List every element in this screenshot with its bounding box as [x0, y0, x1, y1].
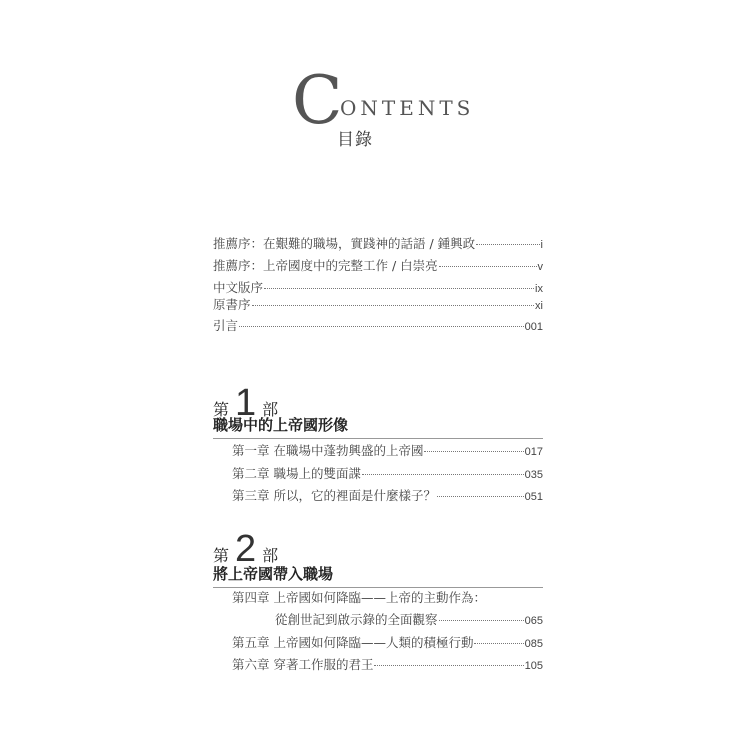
part-title: 將上帝國帶入職場 — [213, 563, 543, 588]
dot-leader — [239, 326, 524, 327]
chapter-entry[interactable] — [232, 464, 543, 482]
contents-subtitle: 目錄 — [337, 130, 373, 150]
chapter-title: 第六章 穿著工作服的君王 — [232, 657, 374, 672]
chapter-title-continuation: 從創世記到啟示錄的全面觀察 — [275, 612, 438, 627]
part-number: 2 — [235, 528, 257, 570]
toc-entry-page: 001 — [524, 321, 543, 333]
dot-leader — [437, 496, 524, 497]
contents-heading — [292, 62, 475, 139]
contents-initial: C — [292, 62, 343, 139]
toc-entry-page: xi — [535, 300, 543, 312]
toc-entry-title: 原書序 — [213, 297, 251, 312]
chapter-entry-continuation[interactable] — [275, 610, 543, 628]
chapter-page: 051 — [524, 491, 543, 503]
part-prefix: 第 — [213, 400, 230, 419]
chapter-entry[interactable] — [232, 633, 543, 651]
dot-leader — [474, 643, 523, 644]
toc-entry-title: 推薦序：上帝國度中的完整工作 / 白崇亮 — [213, 258, 438, 273]
part-suffix: 部 — [262, 400, 279, 419]
chapter-title: 第五章 上帝國如何降臨——人類的積極行動 — [232, 635, 474, 650]
chapter-title: 第一章 在職場中蓬勃興盛的上帝國 — [232, 443, 424, 458]
chapter-page: 085 — [524, 638, 543, 650]
chapter-page: 017 — [524, 446, 543, 458]
chapter-entry[interactable] — [232, 441, 543, 459]
toc-entry-title: 推薦序：在艱難的職場，實踐神的話語 / 鍾興政 — [213, 236, 476, 251]
dot-leader — [439, 266, 537, 267]
contents-heading-rest: ONTENTS — [340, 96, 475, 120]
part-suffix: 部 — [262, 546, 279, 565]
dot-leader — [476, 244, 539, 245]
chapter-entry[interactable] — [232, 588, 543, 606]
dot-leader — [252, 305, 535, 306]
dot-leader — [264, 288, 534, 289]
toc-entry[interactable] — [213, 295, 543, 313]
chapter-title: 第四章 上帝國如何降臨——上帝的主動作為： — [232, 590, 486, 605]
chapter-entry[interactable] — [232, 486, 543, 504]
dot-leader — [439, 620, 524, 621]
toc-entry[interactable] — [213, 278, 543, 296]
toc-entry[interactable] — [213, 256, 543, 274]
part-prefix: 第 — [213, 546, 230, 565]
toc-entry[interactable] — [213, 234, 543, 252]
chapter-title: 第三章 所以，它的裡面是什麼樣子？ — [232, 488, 436, 503]
chapter-page: 065 — [524, 615, 543, 627]
chapter-entry[interactable] — [232, 655, 543, 673]
part-label — [213, 528, 279, 570]
chapter-page: 105 — [524, 660, 543, 672]
toc-entry-page: v — [537, 261, 543, 273]
toc-entry-page: ix — [535, 283, 543, 295]
toc-entry-title: 中文版序 — [213, 280, 264, 295]
toc-entry[interactable] — [213, 316, 543, 334]
dot-leader — [424, 451, 523, 452]
dot-leader — [374, 665, 523, 666]
dot-leader — [362, 474, 524, 475]
part-number: 1 — [235, 382, 257, 424]
part-title: 職場中的上帝國形像 — [213, 414, 543, 439]
toc-entry-title: 引言 — [213, 318, 239, 333]
toc-entry-page: i — [540, 239, 543, 251]
chapter-page: 035 — [524, 469, 543, 481]
chapter-title: 第二章 職場上的雙面諜 — [232, 466, 361, 481]
